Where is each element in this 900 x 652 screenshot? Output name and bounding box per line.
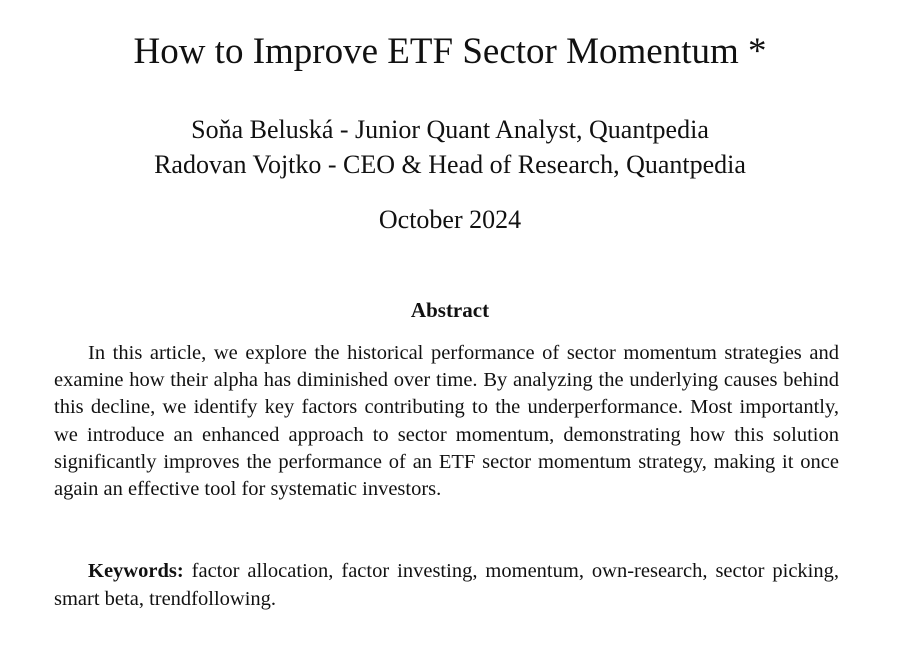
abstract-heading: Abstract — [410, 298, 490, 322]
author-line: Soňa Beluská - Junior Quant Analyst, Quantpedia — [191, 115, 709, 144]
paper-title: How to Improve ETF Sector Momentum * — [133, 31, 767, 72]
abstract-text: In this article, we explore the historical performance of sector momentum strategies and examine how their alpha has diminished over time. By analyzing the underlying causes behind this decline, we identify key factors contributing to the underperformance. Most importantly, we introduce an enhanced approach to sector momentum, demonstrating how this solution significantly improves the performance of an ETF sector momentum strategy, making it once again an effective tool for systematic investors. — [54, 342, 839, 501]
author-list — [0, 112, 900, 182]
author-line: Radovan Vojtko - CEO & Head of Research, Quantpedia — [154, 150, 746, 179]
keywords-text: factor allocation, factor investing, momentum, own-research, sector picking, smart beta, trendfollowing. — [54, 560, 839, 610]
publication-date: October 2024 — [378, 205, 522, 234]
keywords-label: Keywords: — [88, 560, 184, 582]
keywords-paragraph — [54, 557, 839, 613]
